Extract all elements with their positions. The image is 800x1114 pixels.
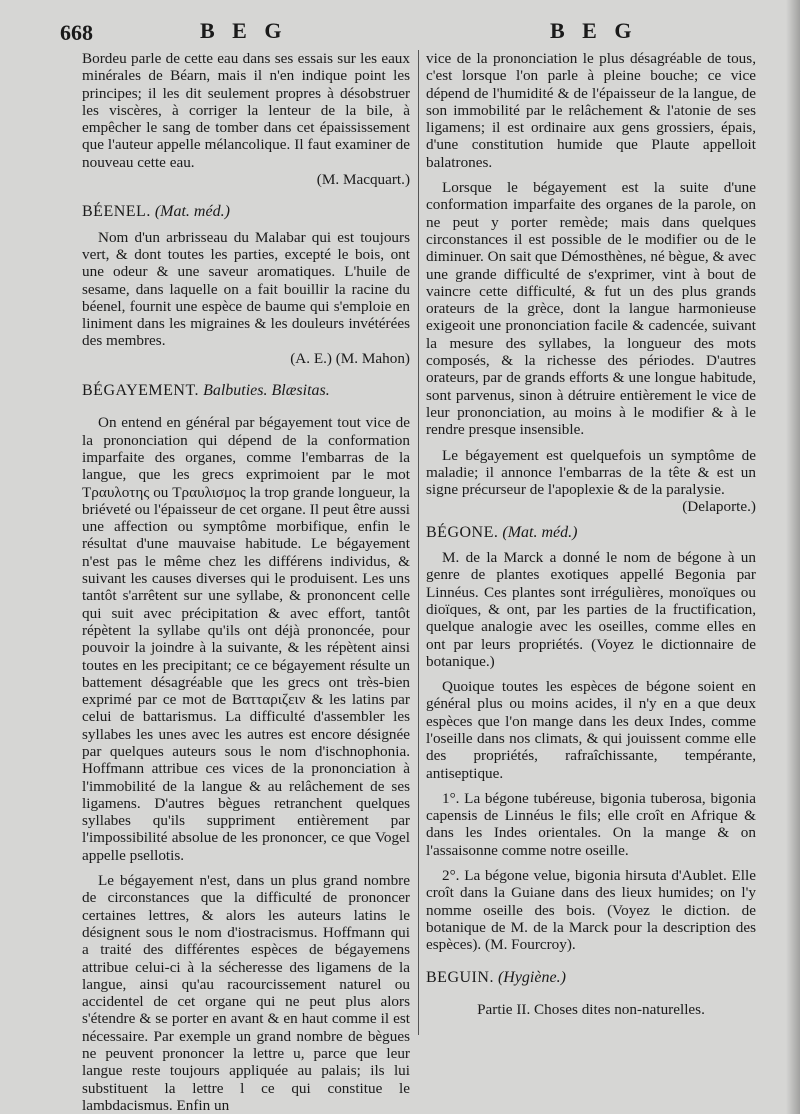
entry-begayement-heading: BÉGAYEMENT. Balbuties. Blæsitas. xyxy=(82,382,330,400)
begone-species-2: 2°. La bégone velue, bigonia hirsuta d'Aublet. Elle croît dans la Guiane dans des lieux humides; on l'y nomme oseille des bois. (Voyez le diction. de botanique de M. de la Marck pour la description des espèces). (M. Fourcroy). xyxy=(426,867,756,954)
begone-species-1: 1°. La bégone tubéreuse, bigonia tuberosa, bigonia capensis de Linnéus le fils; elle croît en Afrique & dans les Indes orientales. On la mange & on l'assaisonne comme notre oseille. xyxy=(426,789,756,859)
begone-paragraph-2: Quoique toutes les espèces de bégone soient en général plus ou moins acides, il n'y en a que deux espèces que l'on mange dans les deux Indes, comme l'oseille dans nos climats, & qui jouissent comme elle des propriétés, rafraîchissante, tempérante, antiseptique. xyxy=(426,678,756,782)
begayement-remedy-paragraph: Lorsque le bégayement est la suite d'une conformation imparfaite des organes de la parole, on ne peut y porter remède; mais dans quelques circonstances il est possible de le modifier ou de le diminuer. On sait que Démosthènes, né bègue, & avec une grande difficulté de s'exprimer, vint à bout de vaincre cette difficulté, & fut un des plus grands orateurs de la grèce, dont la langue harmonieuse exigeoit une prononciation facile & cadencée, suivant la mesure des syllabes, la longueur des mots composés, & la richesse des périodes. D'autres orateurs, par de grands efforts & une longue habitude, sont parvenus, sinon à détruire entièrement le vice de leur prononciation, au moins à le modifier & à le rendre presque insensible. xyxy=(426,179,756,439)
beguin-subheading: Partie II. Choses dites non-naturelles. xyxy=(477,1000,705,1018)
beenel-signature: (A. E.) (M. Mahon) xyxy=(290,349,410,367)
macquart-signature: (M. Macquart.) xyxy=(316,171,410,189)
right-column xyxy=(426,50,756,1018)
running-head-left: B E G xyxy=(200,18,288,43)
running-head-right: B E G xyxy=(550,18,638,43)
entry-begone-heading: BÉGONE. (Mat. méd.) xyxy=(426,523,578,541)
begayement-continued: vice de la prononciation le plus désagréable de tous, c'est lorsque l'on parle à pleine bouche; ce vice dépend de l'humidité & de l'épaisseur de la langue, de son immobilité par le relâchement & l'atonie de ses ligamens; il est ordinaire aux gens grossiers, épais, d'une constitution humide que Plaute appelloit balatrones. xyxy=(426,50,756,171)
begone-paragraph-1: M. de la Marck a donné le nom de bégone à un genre de plantes exotiques appellé Begonia par Linnéus. Ces plantes sont irrégulières, monoïques ou dioïques, & ont, par les parties de la fructification, quelque analogie avec les oseilles, comme elles en ont par leurs propriétés. (Voyez le dictionnaire de botanique.) xyxy=(426,549,756,670)
entry-beenel-heading: BÉENEL. (Mat. méd.) xyxy=(82,203,230,221)
begayement-symptom-paragraph: Le bégayement est quelquefois un symptôme de maladie; il annonce l'embarras de la tête & est un signe précurseur de l'apoplexie & de la paralysie. xyxy=(426,446,756,499)
delaporte-signature: (Delaporte.) xyxy=(682,498,756,516)
left-column xyxy=(82,50,410,1114)
page-number: 668 xyxy=(60,20,93,45)
beenel-text: Nom d'un arbrisseau du Malabar qui est toujours vert, & dont toutes les parties, excepté le bois, ont une odeur & une saveur aromatiques. L'huile de sesame, dans laquelle on a fait bouillir la racine du béenel, fournit une espèce de baume qui s'emploie en liniment dans les migraines & les douleurs invétérées des membres. xyxy=(82,228,410,350)
begayement-paragraph-1: On entend en général par bégayement tout vice de la prononciation qui dépend de la conformation imparfaite des organes, comme l'embarras de la langue, que les grecs exprimoient par le mot Τραυλοτης ou Τραυλισμος la trop grande longueur, la briéveté ou l'épaisseur de cet organe. Il peut être aussi une affection ou symptôme morbifique, enfin le résultat d'une mauvaise habitude. Le bégayement n'est pas le même chez les différens individus, & suivant les causes diverses qui le produisent. Les uns tantôt s'arrêtent sur une syllabe, & prononcent celle qui suit avec précipitation & avec effort, tantôt répètent la syllabe qu'ils ont déjà prononcée, pour pouvoir la joindre à la suivante, & les répètent ainsi toutes en les precipitant; ce ce bégayement résulte un battement désagréable que les grecs ont très-bien exprimé par ce mot de Βατταριζειν & les latins par celui de battarismus. La difficulté d'assembler les syllabes les unes avec les autres est encore désignée par quelques auteurs sous le nom d'ischnophonia. Hoffmann attribue ces vices de la prononciation à l'immobilité de la langue & au relâchement de ses ligamens. D'autres bègues retranchent quelques syllabes qu'ils suppriment entièrement par l'impossibilité absolue de les prononcer, ce que Vogel appelle psellotis. xyxy=(82,414,410,864)
column-divider xyxy=(418,50,419,1035)
page-header xyxy=(60,18,780,48)
bordeu-paragraph: Bordeu parle de cette eau dans ses essais sur les eaux minérales de Béarn, mais il n'en indique point les principes; il les dit seulement propres à désobstruer les viscères, à corriger la lenteur de la bile, à empêcher le sang de tomber dans cet épaississement que l'auteur appelle mélancolique. Il faut examiner de nouveau cette eau. xyxy=(82,50,410,171)
begayement-paragraph-2: Le bégayement n'est, dans un plus grand nombre de circonstances que la difficulté de prononcer certaines lettres, & alors les auteurs latins le désignent sous le nom d'iostracismus. Hoffmann qui a traité des différentes espèces de bégayemens attribue celui-ci à la sécheresse des ligamens de la langue, ainsi qu'au racourcissement naturel ou accidentel de cet organe qui ne peut plus alors s'étendre & se porter en avant & en haut comme il est nécessaire. Par exemple un grand nombre de bègues ne peuvent prononcer la lettre u, parce que leur langue reste toujours appliquée au palais; ils lui substituent la lettre l ce qui constitue le lambdacismus. Enfin un xyxy=(82,872,410,1114)
entry-beguin-heading: BEGUIN. (Hygiène.) xyxy=(426,968,566,986)
